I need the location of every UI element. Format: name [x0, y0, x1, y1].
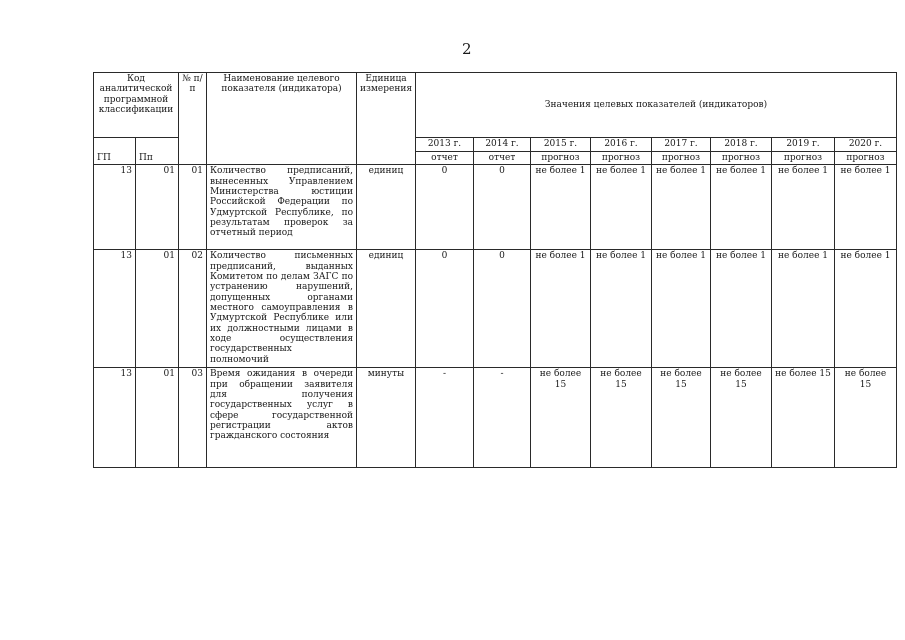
header-year: 2018 г. [711, 138, 772, 152]
cell-num: 01 [179, 165, 207, 250]
cell-pp: 01 [136, 165, 179, 250]
cell-value: 0 [416, 250, 474, 368]
header-type: прогноз [835, 152, 897, 165]
cell-value: не более 15 [591, 368, 652, 468]
cell-value: не более 1 [835, 165, 897, 250]
cell-pp: 01 [136, 250, 179, 368]
cell-value: 0 [474, 250, 531, 368]
cell-value: не более 15 [835, 368, 897, 468]
cell-num: 02 [179, 250, 207, 368]
cell-value: не более 1 [591, 165, 652, 250]
header-type: отчет [416, 152, 474, 165]
cell-value: не более 1 [531, 250, 591, 368]
cell-gp: 13 [94, 368, 136, 468]
header-year: 2017 г. [652, 138, 711, 152]
header-type: прогноз [531, 152, 591, 165]
cell-value: не более 1 [711, 250, 772, 368]
header-gp: ГП [94, 138, 136, 165]
cell-value: 0 [416, 165, 474, 250]
page-number: 2 [462, 40, 472, 58]
cell-unit: минуты [357, 368, 416, 468]
cell-value: - [416, 368, 474, 468]
cell-value: не более 15 [711, 368, 772, 468]
table-row [94, 368, 897, 468]
cell-value: не более 1 [772, 165, 835, 250]
cell-unit: единиц [357, 165, 416, 250]
cell-name: Количество письменных предписаний, выданных Комитетом по делам ЗАГС по устранению нарушений, допущенных органами местного самоуправления в Удмуртской Республике или их должностными лицами в ходе осуществления государственных полномочий [207, 250, 357, 368]
cell-value: 0 [474, 165, 531, 250]
header-pp: Пп [136, 138, 179, 165]
cell-value: не более 1 [835, 250, 897, 368]
header-year: 2020 г. [835, 138, 897, 152]
cell-num: 03 [179, 368, 207, 468]
header-classification: Код аналитической программной классификации [94, 73, 179, 138]
cell-value: не более 1 [772, 250, 835, 368]
header-type: прогноз [711, 152, 772, 165]
cell-value: не более 1 [652, 250, 711, 368]
indicators-table [93, 72, 897, 468]
header-name: Наименование целевого показателя (индикатора) [207, 73, 357, 165]
header-type: прогноз [772, 152, 835, 165]
cell-pp: 01 [136, 368, 179, 468]
header-year: 2015 г. [531, 138, 591, 152]
cell-value: не более 1 [531, 165, 591, 250]
cell-value: не более 15 [652, 368, 711, 468]
cell-name: Время ожидания в очереди при обращении заявителя для получения государственных услуг в сфере государственной регистрации актов гражданского состояния [207, 368, 357, 468]
cell-value: не более 1 [591, 250, 652, 368]
header-num: № п/п [179, 73, 207, 165]
cell-value: не более 1 [652, 165, 711, 250]
header-year: 2019 г. [772, 138, 835, 152]
header-year: 2016 г. [591, 138, 652, 152]
header-year: 2014 г. [474, 138, 531, 152]
header-unit: Единица измерения [357, 73, 416, 165]
cell-value: - [474, 368, 531, 468]
page-edge [898, 70, 905, 465]
header-type: отчет [474, 152, 531, 165]
header-values-title: Значения целевых показателей (индикаторов) [416, 73, 897, 138]
header-type: прогноз [652, 152, 711, 165]
cell-value: не более 15 [531, 368, 591, 468]
table-row [94, 250, 897, 368]
cell-name: Количество предписаний, вынесенных Управлением Министерства юстиции Российской Федерации по Удмуртской Республике, по результатам проверок за отчетный период [207, 165, 357, 250]
header-year: 2013 г. [416, 138, 474, 152]
header-type: прогноз [591, 152, 652, 165]
cell-gp: 13 [94, 165, 136, 250]
cell-gp: 13 [94, 250, 136, 368]
cell-unit: единиц [357, 250, 416, 368]
cell-value: не более 15 [772, 368, 835, 468]
cell-value: не более 1 [711, 165, 772, 250]
table-row [94, 165, 897, 250]
